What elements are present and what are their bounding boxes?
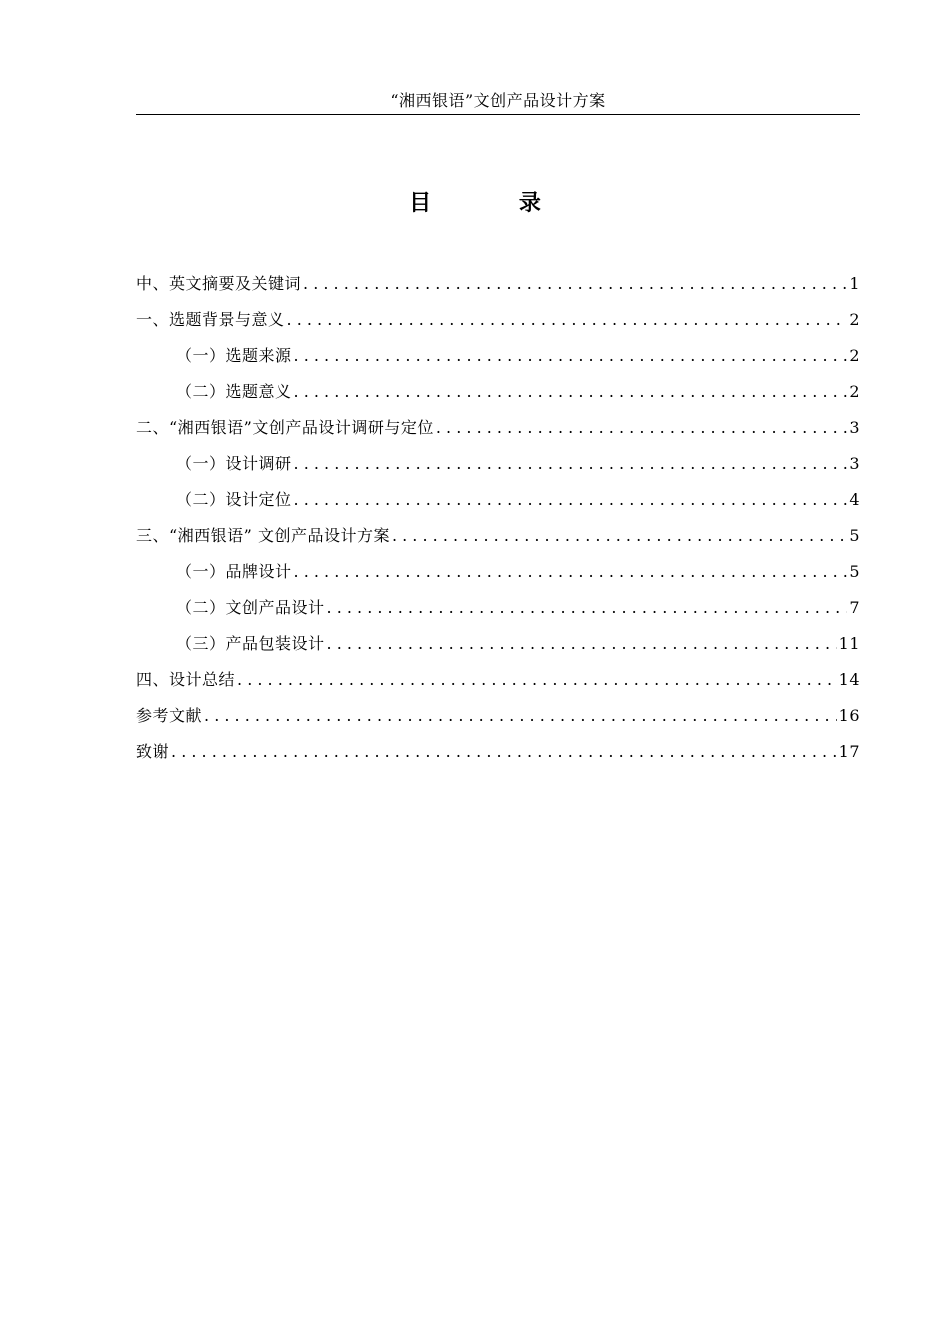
toc-entry-page: 17 [838,742,860,761]
toc-entry-page: 1 [849,274,860,293]
toc-entry[interactable] [136,344,860,380]
toc-entry-page: 2 [849,382,860,401]
toc-entry[interactable] [136,632,860,668]
toc-entry-label: 二、“湘西银语”文创产品设计调研与定位 [136,418,434,437]
toc-leader [237,668,837,692]
toc-entry-page: 4 [849,490,860,509]
header-rule [136,114,860,115]
toc-leader [294,560,848,584]
toc-leader [294,380,848,404]
toc-entry[interactable] [136,560,860,596]
toc-entry[interactable] [136,704,860,740]
toc-entry-label: （三）产品包装设计 [176,634,325,653]
toc-entry-page: 2 [849,310,860,329]
toc-entry-page: 2 [849,346,860,365]
toc-entry-label: （一）选题来源 [176,346,292,365]
toc-entry-label: 一、选题背景与意义 [136,310,285,329]
toc-entry[interactable] [136,380,860,416]
toc-entry-page: 14 [838,670,860,689]
toc-entry-label: （一）设计调研 [176,454,292,473]
toc-entry-label: 致谢 [136,742,170,761]
toc-entry[interactable] [136,416,860,452]
toc-leader [287,308,848,332]
toc-entry-label: 参考文献 [136,706,203,725]
toc-entry-label: （二）选题意义 [176,382,292,401]
toc-entry-page: 3 [849,454,860,473]
toc-entry-label: 三、“湘西银语” 文创产品设计方案 [136,526,390,545]
toc-leader [294,488,848,512]
toc-leader [204,704,837,728]
toc-leader [327,596,848,620]
toc-entry[interactable] [136,272,860,308]
toc-entry-label: 中、英文摘要及关键词 [136,274,302,293]
toc-list [136,272,860,776]
toc-entry[interactable] [136,596,860,632]
toc-entry-page: 11 [838,634,860,653]
toc-entry[interactable] [136,740,860,776]
toc-entry-label: （二）文创产品设计 [176,598,325,617]
toc-leader [436,416,847,440]
toc-leader [294,344,848,368]
toc-entry-page: 16 [838,706,860,725]
toc-entry-label: 四、设计总结 [136,670,236,689]
toc-leader [392,524,847,548]
toc-entry[interactable] [136,452,860,488]
toc-leader [294,452,848,476]
toc-entry[interactable] [136,308,860,344]
toc-entry-page: 7 [849,598,860,617]
toc-entry[interactable] [136,524,860,560]
toc-entry-label: （二）设计定位 [176,490,292,509]
toc-leader [303,272,847,296]
toc-leader [327,632,837,656]
toc-leader [171,740,837,764]
toc-entry-page: 5 [849,526,860,545]
running-header: “湘西银语”文创产品设计方案 [390,91,606,110]
toc-entry-page: 5 [849,562,860,581]
toc-entry-label: （一）品牌设计 [176,562,292,581]
toc-title: 目 录 [409,190,581,216]
toc-entry[interactable] [136,668,860,704]
toc-entry[interactable] [136,488,860,524]
toc-entry-page: 3 [849,418,860,437]
